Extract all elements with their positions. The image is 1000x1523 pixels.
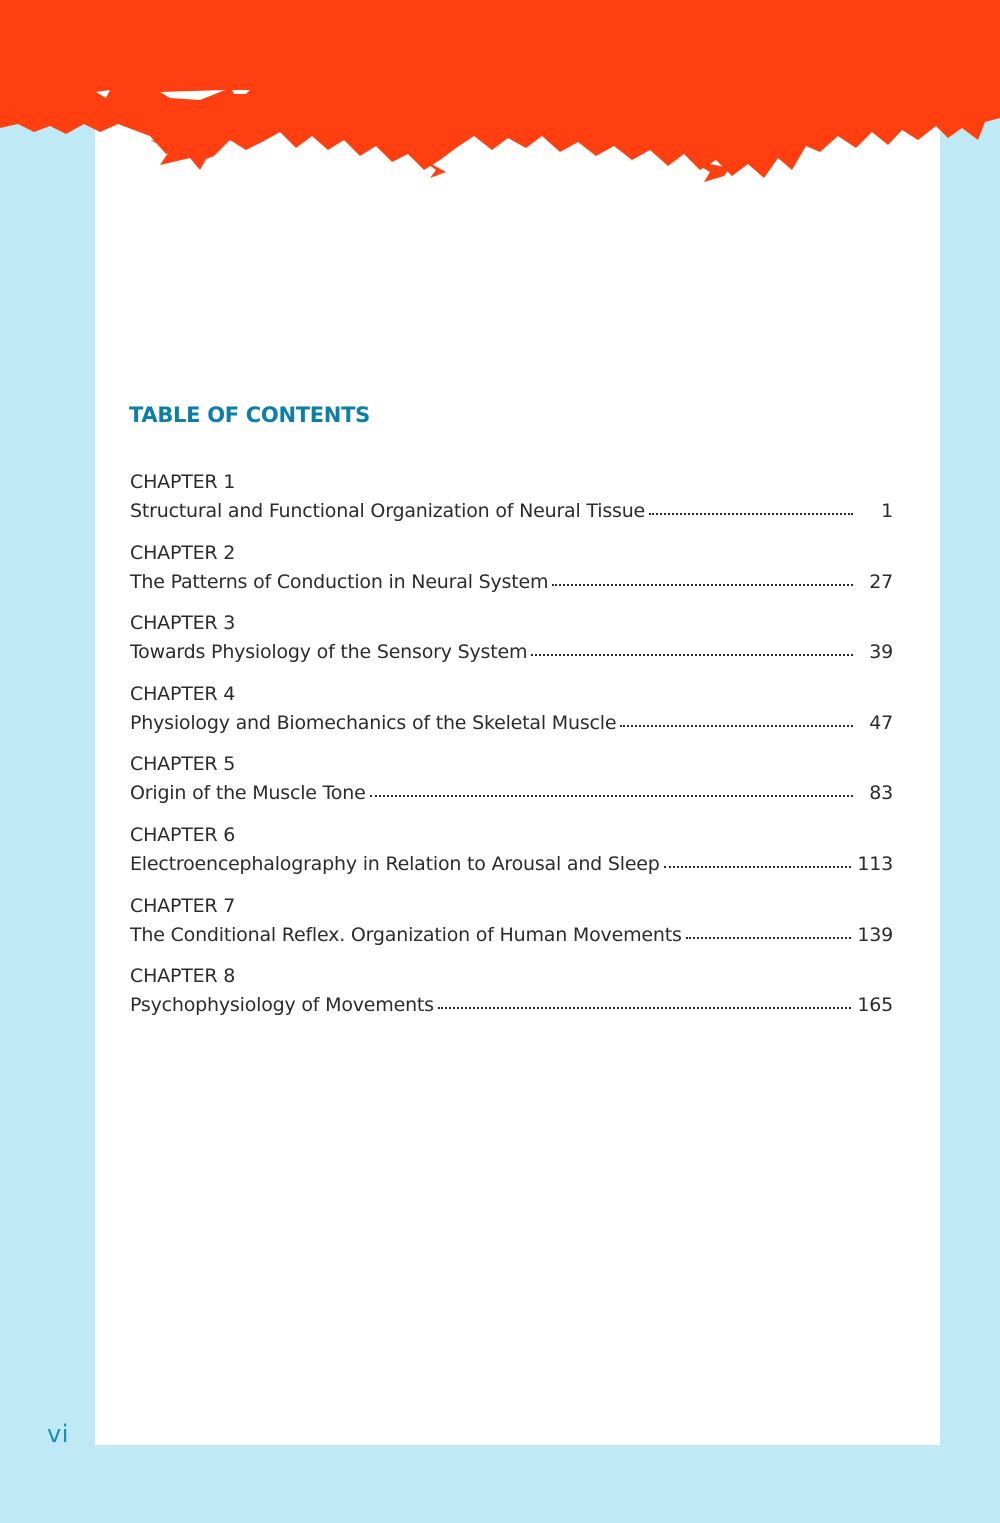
chapter-label: CHAPTER 3 — [130, 612, 236, 635]
chapter-title: The Conditional Reflex. Organization of Human Movements — [130, 923, 682, 946]
toc-entry[interactable] — [130, 821, 893, 892]
chapter-label: CHAPTER 6 — [130, 823, 236, 846]
toc-entry[interactable] — [130, 539, 893, 610]
toc-entry[interactable] — [130, 892, 893, 963]
chapter-label: CHAPTER 4 — [130, 682, 236, 705]
paint-splash-banner — [0, 0, 1000, 200]
toc-line — [130, 991, 893, 1020]
toc-line — [130, 850, 893, 879]
chapter-title: Structural and Functional Organization of Neural Tissue — [130, 500, 646, 522]
toc-list — [130, 468, 893, 1033]
dot-leader — [531, 654, 853, 656]
chapter-label: CHAPTER 2 — [130, 541, 236, 564]
dot-leader — [686, 937, 852, 939]
chapter-title: Origin of the Muscle Tone — [130, 782, 366, 805]
page-reference: 1 — [881, 500, 893, 522]
chapter-label: CHAPTER 8 — [130, 965, 236, 988]
page-reference: 47 — [869, 711, 893, 734]
toc-line — [130, 921, 893, 950]
toc-line — [130, 709, 893, 738]
toc-entry[interactable] — [130, 609, 893, 680]
toc-entry[interactable] — [130, 680, 893, 751]
page-reference: 139 — [857, 923, 893, 946]
toc-entry[interactable] — [130, 750, 893, 821]
dot-leader — [370, 795, 853, 797]
page-reference: 83 — [869, 782, 893, 805]
dot-leader — [649, 513, 853, 515]
page-reference: 39 — [869, 641, 893, 664]
chapter-label: CHAPTER 1 — [130, 471, 236, 493]
chapter-title: Electroencephalography in Relation to Arousal and Sleep — [130, 852, 660, 875]
chapter-title: Towards Physiology of the Sensory System — [130, 641, 528, 664]
dot-leader — [620, 725, 853, 727]
chapter-title: Physiology and Biomechanics of the Skeletal Muscle — [130, 711, 617, 734]
toc-line — [130, 779, 893, 808]
dot-leader — [438, 1007, 851, 1009]
toc-line — [130, 497, 893, 526]
chapter-title: Psychophysiology of Movements — [130, 994, 434, 1017]
page-reference: 165 — [857, 994, 893, 1017]
page-reference: 113 — [857, 852, 893, 875]
toc-title: TABLE OF CONTENTS — [129, 403, 370, 427]
page-reference: 27 — [869, 570, 893, 593]
toc-entry[interactable] — [130, 962, 893, 1033]
toc-line — [130, 638, 893, 667]
toc-entry[interactable] — [130, 468, 893, 539]
chapter-label: CHAPTER 5 — [130, 753, 236, 776]
toc-line — [130, 568, 893, 597]
chapter-label: CHAPTER 7 — [130, 894, 236, 917]
page-number: vi — [47, 1420, 69, 1448]
dot-leader — [552, 584, 853, 586]
chapter-title: The Patterns of Conduction in Neural System — [130, 570, 549, 593]
dot-leader — [664, 866, 852, 868]
